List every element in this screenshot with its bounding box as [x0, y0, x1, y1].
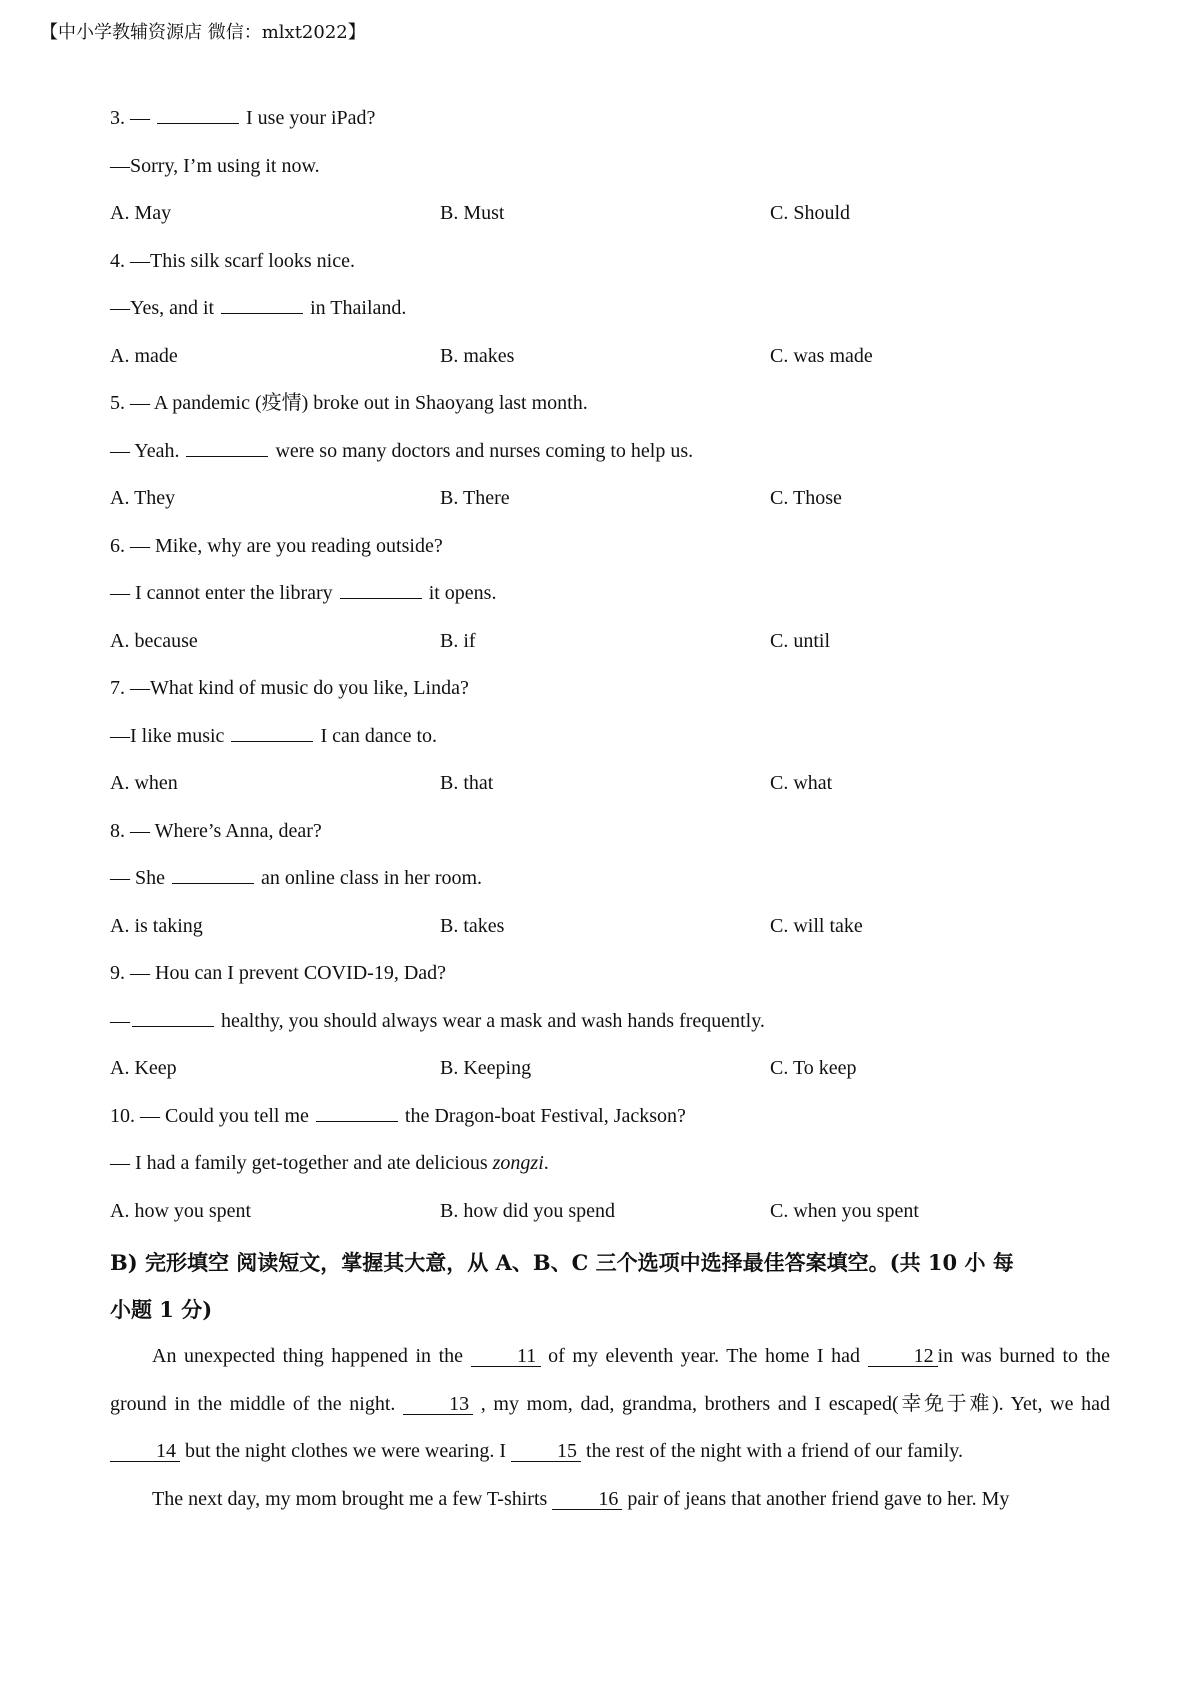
option-b[interactable]: B. makes [440, 344, 515, 367]
question-7: 7. —What kind of music do you like, Linda? —I like music I can dance to. A. when B. that C. what [110, 665, 1110, 808]
question-response: —I like music [110, 724, 225, 747]
option-a[interactable]: A. because [110, 629, 198, 652]
question-response: —Yes, and it [110, 297, 215, 319]
question-response: — She [110, 867, 165, 889]
options-row [110, 475, 1110, 523]
options-row [110, 333, 1110, 381]
option-c[interactable]: C. To keep [770, 1057, 857, 1079]
option-b[interactable]: B. how did you spend [440, 1199, 615, 1222]
option-a[interactable]: A. They [110, 487, 176, 509]
option-a[interactable]: A. when [110, 772, 178, 794]
question-response: — Yeah. [110, 439, 180, 462]
question-response: — I cannot enter the library [110, 582, 333, 604]
question-response: — [110, 1009, 130, 1032]
blank-14: 14 [110, 1441, 180, 1462]
option-a[interactable]: A. how you spent [110, 1199, 252, 1222]
question-response: — I had a family get-together and ate delicious [110, 1152, 488, 1174]
option-a[interactable]: A. is taking [110, 914, 203, 937]
section-b-title: B) 完形填空 阅读短文，掌握其大意，从 A、B、C 三个选项中选择最佳答案填空。(共 10 小 每 小题 1 分) [110, 1250, 1014, 1322]
option-c[interactable]: C. will take [770, 914, 863, 937]
options-row [110, 190, 1110, 238]
answer-blank [157, 105, 239, 124]
option-a[interactable]: A. Keep [110, 1057, 177, 1079]
option-c[interactable]: C. was made [770, 344, 873, 367]
question-6: 6. — Mike, why are you reading outside? — I cannot enter the library it opens. A. because B. if C. until [110, 523, 1110, 666]
question-prompt: 10. — Could you tell me [110, 1104, 309, 1127]
option-c[interactable]: C. when you spent [770, 1199, 919, 1222]
blank-15: 15 [511, 1441, 581, 1462]
question-4: 4. —This silk scarf looks nice. —Yes, and it in Thailand. A. made B. makes C. was made [110, 238, 1110, 381]
option-b[interactable]: B. Keeping [440, 1057, 532, 1079]
options-row [110, 903, 1110, 951]
question-10: 10. — Could you tell me the Dragon-boat Festival, Jackson? — I had a family get-together and ate delicious zongzi. A. how you spent B. how did you spend C. when you spent [110, 1093, 1110, 1236]
question-prompt: 8. — Where’s Anna, dear? [110, 819, 322, 842]
answer-blank [340, 580, 422, 599]
question-3: 3. — I use your iPad? —Sorry, I’m using it now. A. May B. Must C. Should [110, 95, 1110, 238]
option-c[interactable]: C. what [770, 772, 833, 794]
question-prompt: 7. —What kind of music do you like, Linda? [110, 677, 469, 699]
option-a[interactable]: A. May [110, 202, 172, 224]
exam-content [110, 95, 1110, 1523]
option-c[interactable]: C. until [770, 629, 831, 652]
option-b[interactable]: B. that [440, 772, 494, 794]
option-c[interactable]: C. Should [770, 202, 851, 224]
option-b[interactable]: B. Must [440, 202, 505, 224]
passage-paragraph-2: The next day, my mom brought me a few T-shirts 16 pair of jeans that another friend gave to her. My [152, 1487, 1010, 1510]
option-b[interactable]: B. takes [440, 914, 505, 937]
page-header: 【中小学教辅资源店 微信：mlxt2022】 [40, 22, 366, 43]
question-prompt: 9. — Hou can I prevent COVID-19, Dad? [110, 962, 447, 984]
answer-blank [172, 865, 254, 884]
options-row [110, 760, 1110, 808]
option-c[interactable]: C. Those [770, 487, 842, 509]
answer-blank [132, 1008, 214, 1027]
question-prompt: 5. — A pandemic (疫情) broke out in Shaoyang last month. [110, 392, 588, 414]
italic-word: zongzi [492, 1152, 544, 1174]
blank-12: 12 [868, 1346, 938, 1367]
blank-11: 11 [471, 1346, 541, 1367]
blank-13: 13 [403, 1394, 473, 1415]
option-a[interactable]: A. made [110, 344, 178, 367]
answer-blank [221, 295, 303, 314]
question-8: 8. — Where’s Anna, dear? — She an online class in her room. A. is taking B. takes C. will take [110, 808, 1110, 951]
answer-blank [186, 438, 268, 457]
question-response: —Sorry, I’m using it now. [110, 154, 320, 177]
passage-paragraph-1: An unexpected thing happened in the 11 of my eleventh year. The home I had 12 in was burned to the ground in the middle of the night. 13 , my mom, dad, grandma, brothers and I escaped(幸免于难). Yet, we had 14 but the night clothes we were wearing. I 15 the rest of the night with a friend of our family. [110, 1345, 1111, 1462]
options-row [110, 1045, 1110, 1093]
answer-blank [231, 723, 313, 742]
question-prompt: 4. —This silk scarf looks nice. [110, 249, 355, 272]
answer-blank [316, 1103, 398, 1122]
question-9: 9. — Hou can I prevent COVID-19, Dad? — healthy, you should always wear a mask and wash hands frequently. A. Keep B. Keeping C. To keep [110, 950, 1110, 1093]
option-b[interactable]: B. There [440, 487, 510, 509]
question-prompt: 6. — Mike, why are you reading outside? [110, 534, 443, 557]
blank-16: 16 [552, 1489, 622, 1510]
option-b[interactable]: B. if [440, 629, 476, 652]
options-row [110, 618, 1110, 666]
options-row [110, 1188, 1110, 1236]
question-5: 5. — A pandemic (疫情) broke out in Shaoyang last month. — Yeah. were so many doctors and nurses coming to help us. A. They B. There C. Those [110, 380, 1110, 523]
question-prompt: 3. — [110, 107, 150, 129]
